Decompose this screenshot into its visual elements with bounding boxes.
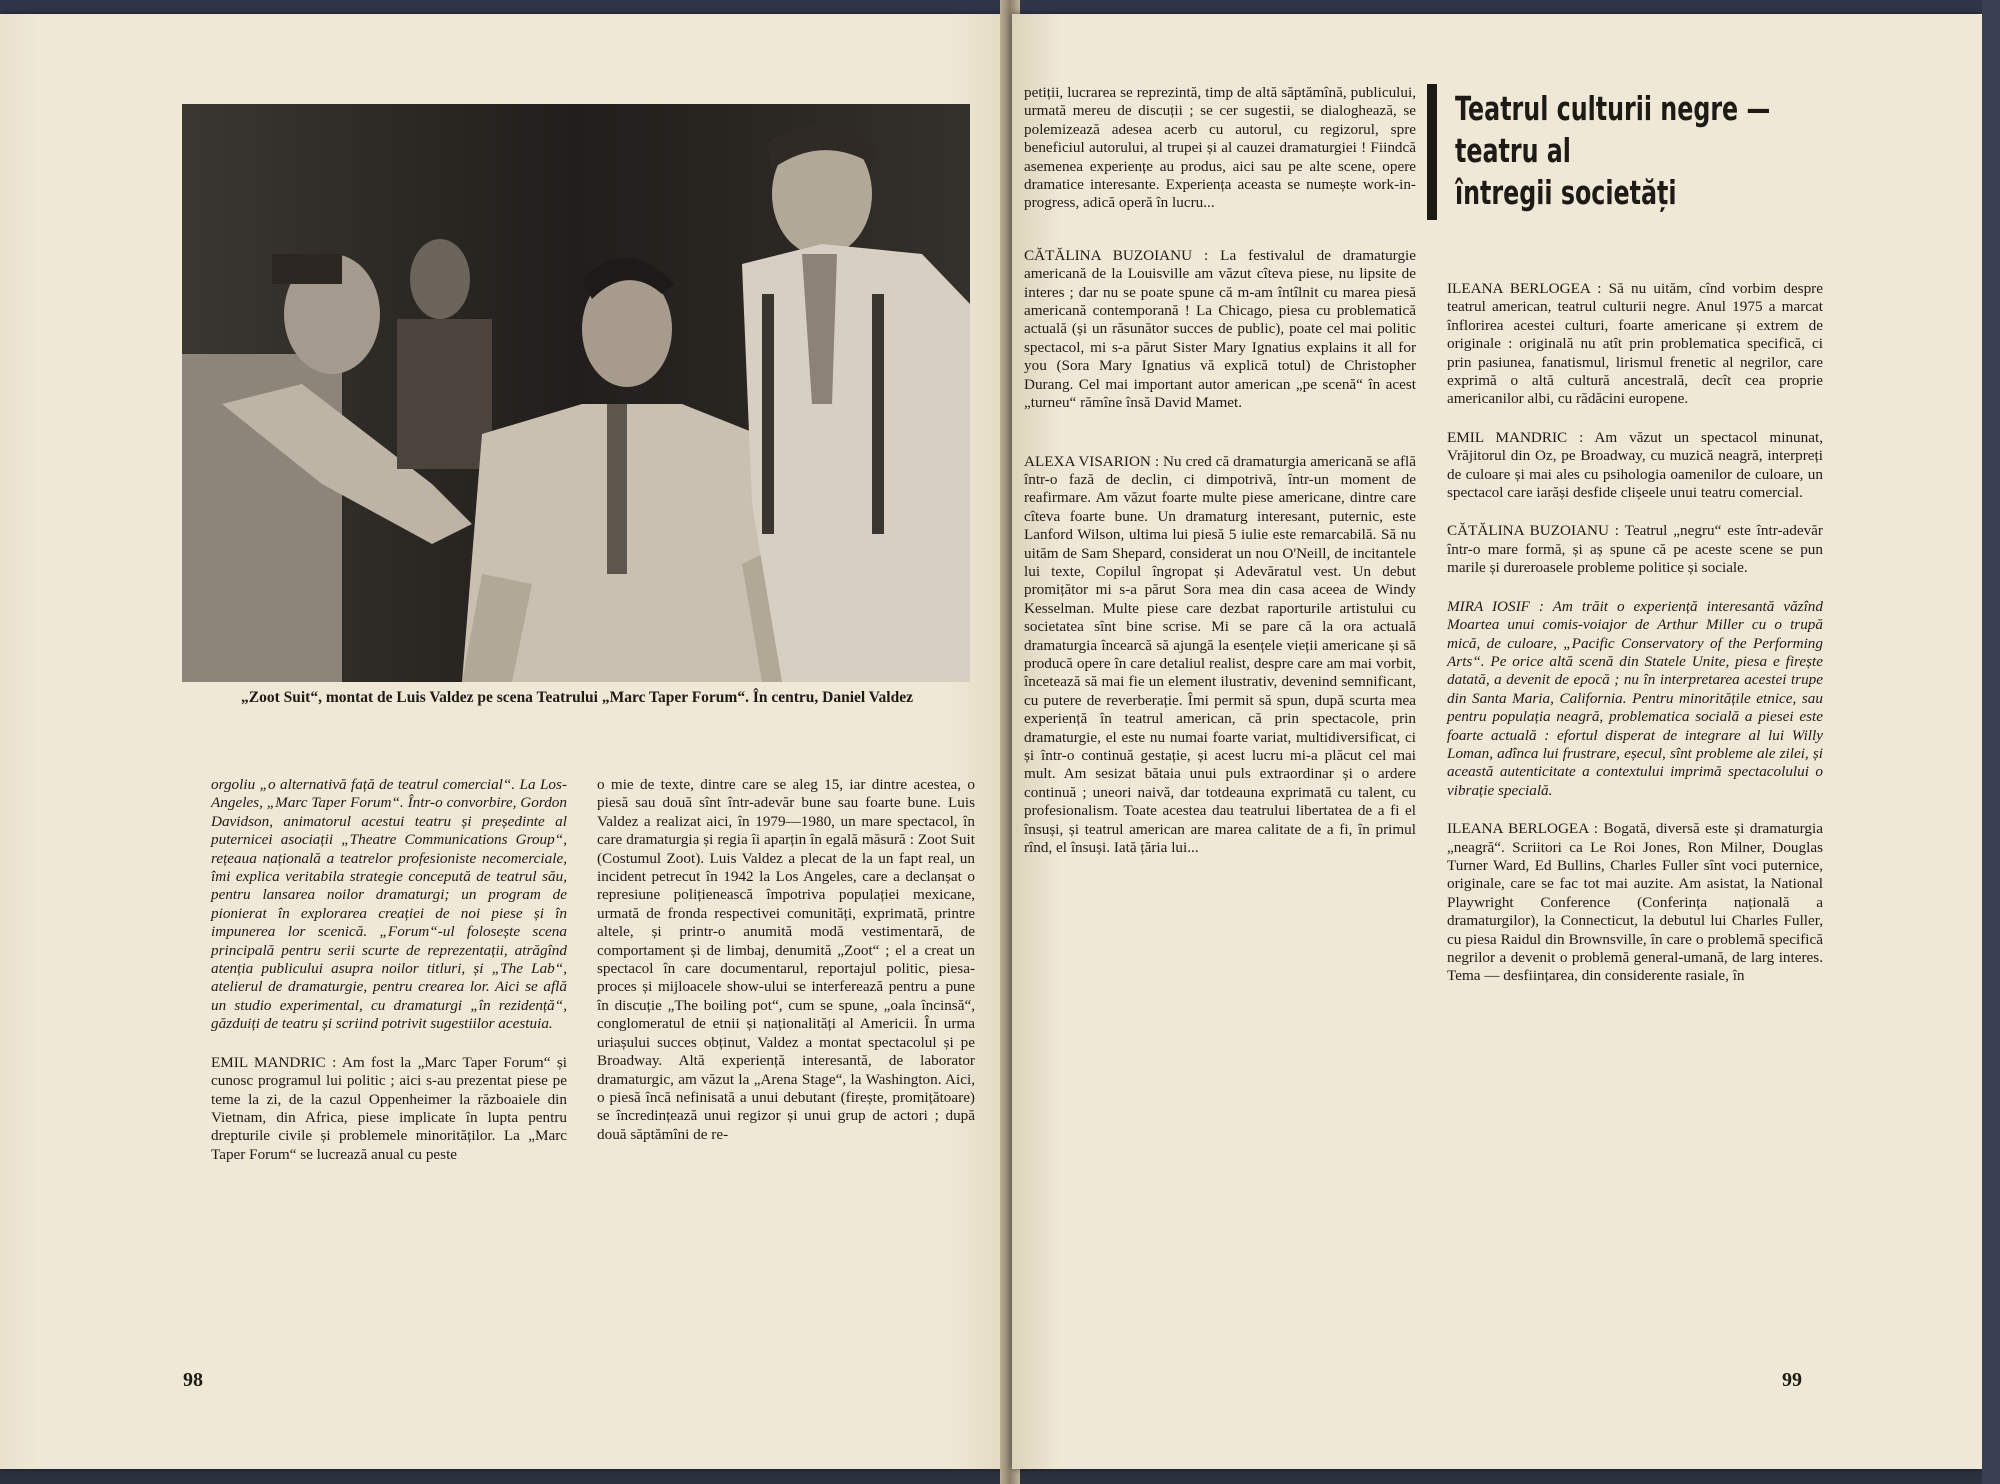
title-rule: [1427, 84, 1437, 220]
title-line: întregii societăți: [1455, 173, 1677, 212]
left-page-column-2: [597, 776, 975, 1144]
right-page-column-1: [1024, 84, 1416, 857]
right-page: [1012, 14, 1982, 1469]
production-photo: [182, 104, 970, 682]
paragraph: ILEANA BERLOGEA : Să nu uităm, cînd vorbim despre teatrul american, teatrul culturii negre. Anul 1975 a marcat înflorirea acestei culturi, foarte americane și extrem de originale : originală nu atît prin problematica specifică, ci prin pasiunea, fanatismul, lirismul frenetic al negrilor, care exprimă o altă cultură ancestrală, decît cea proprie americanilor albi, cu rădăcini europene.: [1447, 280, 1823, 408]
paragraph: MIRA IOSIF : Am trăit o experiență interesantă văzînd Moartea unui comis-voiajor de Arthur Miller cu o trupă mică, de culoare, „Pacific Conservatory of the Performing Arts“. Pe orice altă scenă din Statele Unite, piesa e firește datată, a devenit de epocă ; nu în interpretarea acestei trupe din Santa Maria, California. Pentru minoritățile etnice, sau pentru populația neagră, problematica socială a piesei este foarte actuală : efortul disperat de integrare al lui Willy Loman, adînca lui frustrare, eșecul, sînt probleme ale zilei, și această autenticitate a contextului imprimă spectacolului o vibrație specială.: [1447, 597, 1823, 799]
paragraph: o mie de texte, dintre care se aleg 15, iar dintre acestea, o piesă sau două sînt într-adevăr bune sau foarte bune. Luis Valdez a realizat aici, în 1979—1980, un mare spectacol, în care dramaturgia și regia îi aparțin în egală măsură : Zoot Suit (Costumul Zoot). Luis Valdez a plecat de la un fapt real, un incident petrecut în 1942 la Los Angeles, care a declanșat o represiune polițienească împotriva populației mexicane, urmată de fronda respectivei comunități, exprimată, printre altele, și printr-o anumită modă vestimentară, de comportament și de limbaj, denumită „Zoot“ ; el a creat un spectacol în care documentarul, reportajul politic, piesa-proces și mijloacele show-ului se interferează pentru a pune în discuție „The boiling pot“, cum se spune, „oala încinsă“, conglomeratul de etnii și naționalități al Americii. În urma uriașului succes obținut, Valdez a montat spectacolul și pe Broadway. Altă experiență interesantă, de laborator dramaturgic, am văzut la „Arena Stage“, la Washington. Aici, o piesă încă nefinisată a unui debutant (firește, promițătoare) se încredințează unui regizor și unui grup de actori ; după două săptămîni de re-: [597, 776, 975, 1143]
scan-background-right: [1982, 0, 2000, 1484]
paragraph: ALEXA VISARION : Nu cred că dramaturgia americană se află într-o fază de declin, ci dimpotrivă, într-un moment de reafirmare. Am văzut foarte multe piese americane, dintre care cîteva foarte bune. Un dramaturg interesant, puternic, este Lanford Wilson, ultima lui piesă 5 iulie este remarcabilă. Să nu uităm de Sam Shepard, considerat un nou O'Neill, de incitantele lui texte, Copilul îngropat și Adevăratul vest. Un debut promițător mi s-a părut Sora mea din casa aceea de Windy Kesselman. Multe piese care dezbat raporturile artistului cu societatea sînt bine scrise. Mi se pare că la ora actuală dramaturgia încearcă să ajungă la esențele vieții americane și să producă opere în care detaliul realist, despre care am mai vorbit, încetează să mai fie un element ilustrativ, devenind semnificant, cu putere de reverberație. Îmi permit să spun, după scurta mea experiență în teatrul american, că prin spectacole, prin dramaturgie, el este nu numai foarte variat, multidiversificat, ci și într-o continuă gestație, și acest lucru mi-a plăcut cel mai mult. Am sesizat bătaia unui puls extraordinar și o ardere continuă ; uneori naivă, dar totdeauna exprimată cu talent, cu profesionalism. Toate acestea dau teatrului libertatea de a fi el însuși, și teatrul american are marea calitate de a fi, în primul rînd, el însuși. Iată țăria lui...: [1024, 452, 1416, 857]
photo-caption: „Zoot Suit“, montat de Luis Valdez pe scena Teatrului „Marc Taper Forum“. În centru, Daniel Valdez: [240, 689, 913, 706]
page-number: 98: [183, 1369, 203, 1391]
left-page: [0, 14, 1008, 1469]
paragraph: EMIL MANDRIC : Am văzut un spectacol minunat, Vrăjitorul din Oz, pe Broadway, cu muzică neagră, interpreți de culoare și mai ales cu psihologia oamenilor de culoare, un spectacol care iarăși desfide clișeele unui teatru comercial.: [1447, 428, 1823, 502]
paragraph: CĂTĂLINA BUZOIANU : La festivalul de dramaturgie americană de la Louisville am văzut cîteva piese, nu lipsite de interes ; dar nu se poate spune că m-am întîlnit cu marea piesă americană contemporană ! La Chicago, piesa cu problematică actuală (și un răsunător succes de public), poate cel mai politic spectacol, mi s-a părut Sister Mary Ignatius explains it all for you (Sora Mary Ignatius vă explică totul) de Christopher Durang. Cel mai important autor american „pe scenă“ în acest „turneu“ rămîne însă David Mamet.: [1024, 246, 1416, 412]
right-page-column-2: [1447, 280, 1823, 986]
left-page-column-1: [211, 776, 567, 1164]
paragraph: CĂTĂLINA BUZOIANU : Teatrul „negru“ este într-adevăr într-o mare formă, și aș spune că pe aceste scene se pun marile și dureroasele probleme politice și sociale.: [1447, 522, 1823, 577]
paragraph: ILEANA BERLOGEA : Bogată, diversă este și dramaturgia „neagră“. Scriitori ca Le Roi Jones, Ron Milner, Douglas Turner Ward, Ed Bullins, Charles Fuller sînt voci puternice, originale, care se fac tot mai auzite. Am asistat, la National Playwright Conference (Conferința națională a dramaturgilor), la Connecticut, la debutul lui Charles Fuller, cu piesa Raidul din Brownsville, în care o problemă specifică negrilor a devenit o problemă general-umană, de larg interes. Tema — desființarea, din considerente rasiale, în: [1447, 820, 1823, 985]
page-number: 99: [1782, 1369, 1802, 1391]
title-line: teatru al: [1455, 131, 1571, 170]
paragraph: orgoliu „o alternativă față de teatrul comercial“. La Los-Angeles, „Marc Taper Forum“. Într-o convorbire, Gordon Davidson, animatorul acestui teatru și președinte al puternicei asociații „Theatre Communications Group“, rețeaua națională a teatrelor profesioniste necomerciale, îmi explica veritabila strategie concepută de teatrul său, pentru lansarea noilor dramaturgi; un program de pionierat în explorarea creației de noi piese și în impunerea lor scenică. „Forum“-ul folosește scena principală pentru serii scurte de reprezentații, atrăgînd atenția publicului asupra noilor titluri, și „The Lab“, atelierul de dramaturgie, pentru crearea lor. Aici se află un studio experimental, cu dramaturgi „în rezidență“, găzduiți de teatru și scriind potrivit sugestiilor acestuia.: [211, 776, 567, 1033]
title-line: Teatrul culturii negre —: [1455, 89, 1771, 128]
article-title: [1455, 88, 1771, 214]
paragraph: petiții, lucrarea se reprezintă, timp de altă săptămînă, publicului, urmată mereu de discuții ; se cer sugestii, se dialoghează, se polemizează adesea acerb cu autorul, cu regizorul, spre beneficiul autorului, al trupei și al cauzei dramaturgiei ! Fiindcă asemenea experiențe au produs, aici sau pe alte scene, opere dramatice interesante. Experiența aceasta se numește work-in-progress, adică operă în lucru...: [1024, 84, 1416, 212]
actors-photo-illustration: [182, 104, 970, 682]
paragraph: EMIL MANDRIC : Am fost la „Marc Taper Forum“ și cunosc programul lui politic ; aici s-au prezentat piese pe teme la zi, de la cazul Oppenheimer la războaiele din Vietnam, din Africa, piese implicate în lupta pentru drepturile civile și problemele minorităților. La „Marc Taper Forum“ se lucrează anual cu peste: [211, 1053, 567, 1163]
